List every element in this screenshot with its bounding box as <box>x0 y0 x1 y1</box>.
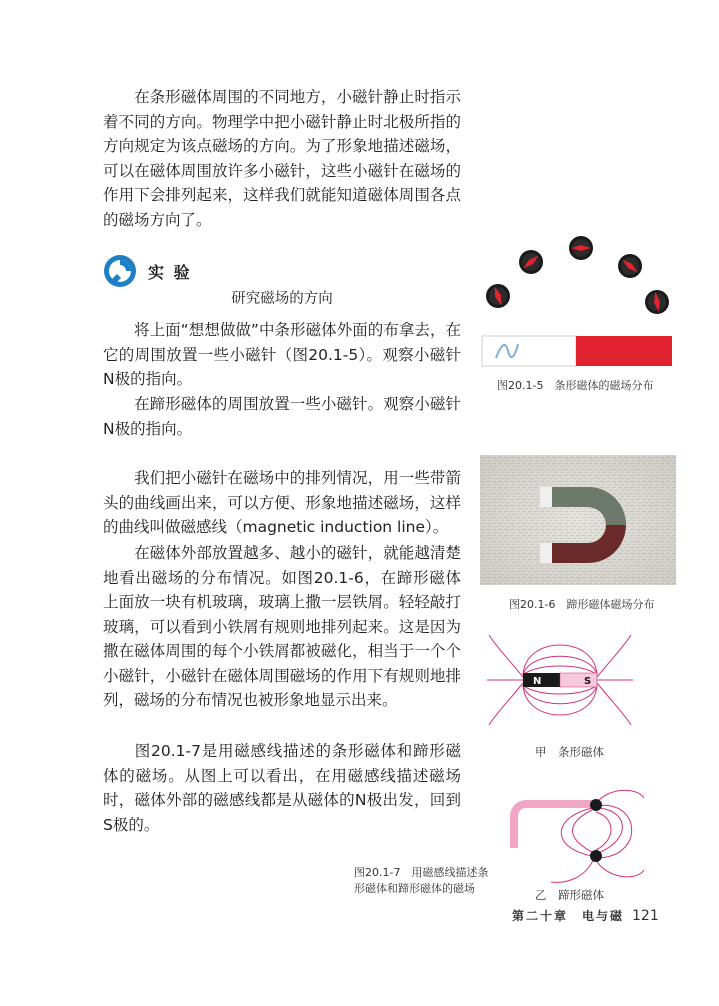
paragraph-3 <box>103 392 461 441</box>
bar-magnet <box>482 336 672 366</box>
paragraph-2 <box>103 318 461 392</box>
figure-7-caption-line-2: 形磁体和蹄形磁体的磁场 <box>354 882 475 895</box>
figure-horseshoe-iron-filings <box>480 455 676 585</box>
figure-7b-label: 乙 蹄形磁体 <box>535 888 604 902</box>
paragraph-6-text: 图20.1-7是用磁感线描述的条形磁体和蹄形磁体的磁场。从图上可以看出，在用磁感线描述磁场时，磁体外部的磁感线都是从磁体的N极出发，回到S极的。 <box>103 742 461 834</box>
experiment-label: 实 验 <box>148 263 192 282</box>
paragraph-4-text: 我们把小磁针在磁场中的排列情况，用一些带箭头的曲线画出来，可以方便、形象地描述磁场，这样的曲线叫做磁感线（magnetic induction line）。 <box>103 469 461 536</box>
figure-7a-label-text: 甲 条形磁体 <box>535 745 604 759</box>
paragraph-5 <box>103 541 461 713</box>
figure-horseshoe-field-lines <box>496 778 646 888</box>
page-footer <box>512 907 659 924</box>
horseshoe-magnet-diagram <box>510 799 602 862</box>
figure-bar-magnet-compasses <box>478 232 678 372</box>
figure-bar-magnet-field-lines <box>485 625 635 735</box>
paragraph-4 <box>103 466 461 540</box>
paragraph-1 <box>103 85 461 232</box>
experiment-heading <box>103 251 463 291</box>
pole-n-label: N <box>533 676 542 687</box>
pole-s-label: S <box>584 676 592 687</box>
paragraph-6 <box>103 739 461 837</box>
chapter-title: 第二十章 电与磁 <box>512 909 625 923</box>
compass-needles <box>486 236 669 314</box>
paragraph-3-text: 在蹄形磁体的周围放置一些小磁针。观察小磁针N极的指向。 <box>103 395 461 438</box>
figure-6-caption: 图20.1-6 蹄形磁体磁场分布 <box>509 598 655 611</box>
experiment-title: 研究磁场的方向 <box>231 291 333 307</box>
paragraph-5-text: 在磁体外部放置越多、越小的磁针，就能越清楚地看出磁场的分布情况。如图20.1-6，在蹄形磁体上面放一块有机玻璃，玻璃上撒一层铁屑。轻轻敲打玻璃，可以看到小铁屑有规则地排列起来。这是因为撒在磁体周围的每个小铁屑都被磁化，相当于一个个小磁针，小磁针在磁体周围磁场的作用下有规则地排列，磁场的分布情况也被形象地显示出来。 <box>103 544 461 709</box>
figure-5-caption: 图20.1-5 条形磁体的磁场分布 <box>497 379 654 392</box>
figure-7a-label <box>535 744 604 760</box>
paragraph-2-text: 将上面“想想做做”中条形磁体外面的布拿去，在它的周围放置一些小磁针（图20.1-5）。观察小磁针N极的指向。 <box>103 321 461 388</box>
figure-7-caption <box>354 865 488 897</box>
horseshoe-pole-n-label: N <box>592 801 601 812</box>
experiment-icon <box>103 254 137 288</box>
horseshoe-pole-s-label: S <box>592 852 600 863</box>
page-number: 121 <box>632 908 659 924</box>
paragraph-1-text: 在条形磁体周围的不同地方，小磁针静止时指示着不同的方向。物理学中把小磁针静止时北极所指的方向规定为该点磁场的方向。为了形象地描述磁场，可以在磁体周围放许多小磁针，这些小磁针在磁场的作用下会排列起来，这样我们就能知道磁体周围各点的磁场方向了。 <box>103 88 461 229</box>
figure-7-caption-line-1: 图20.1-7 用磁感线描述条 <box>354 866 489 879</box>
